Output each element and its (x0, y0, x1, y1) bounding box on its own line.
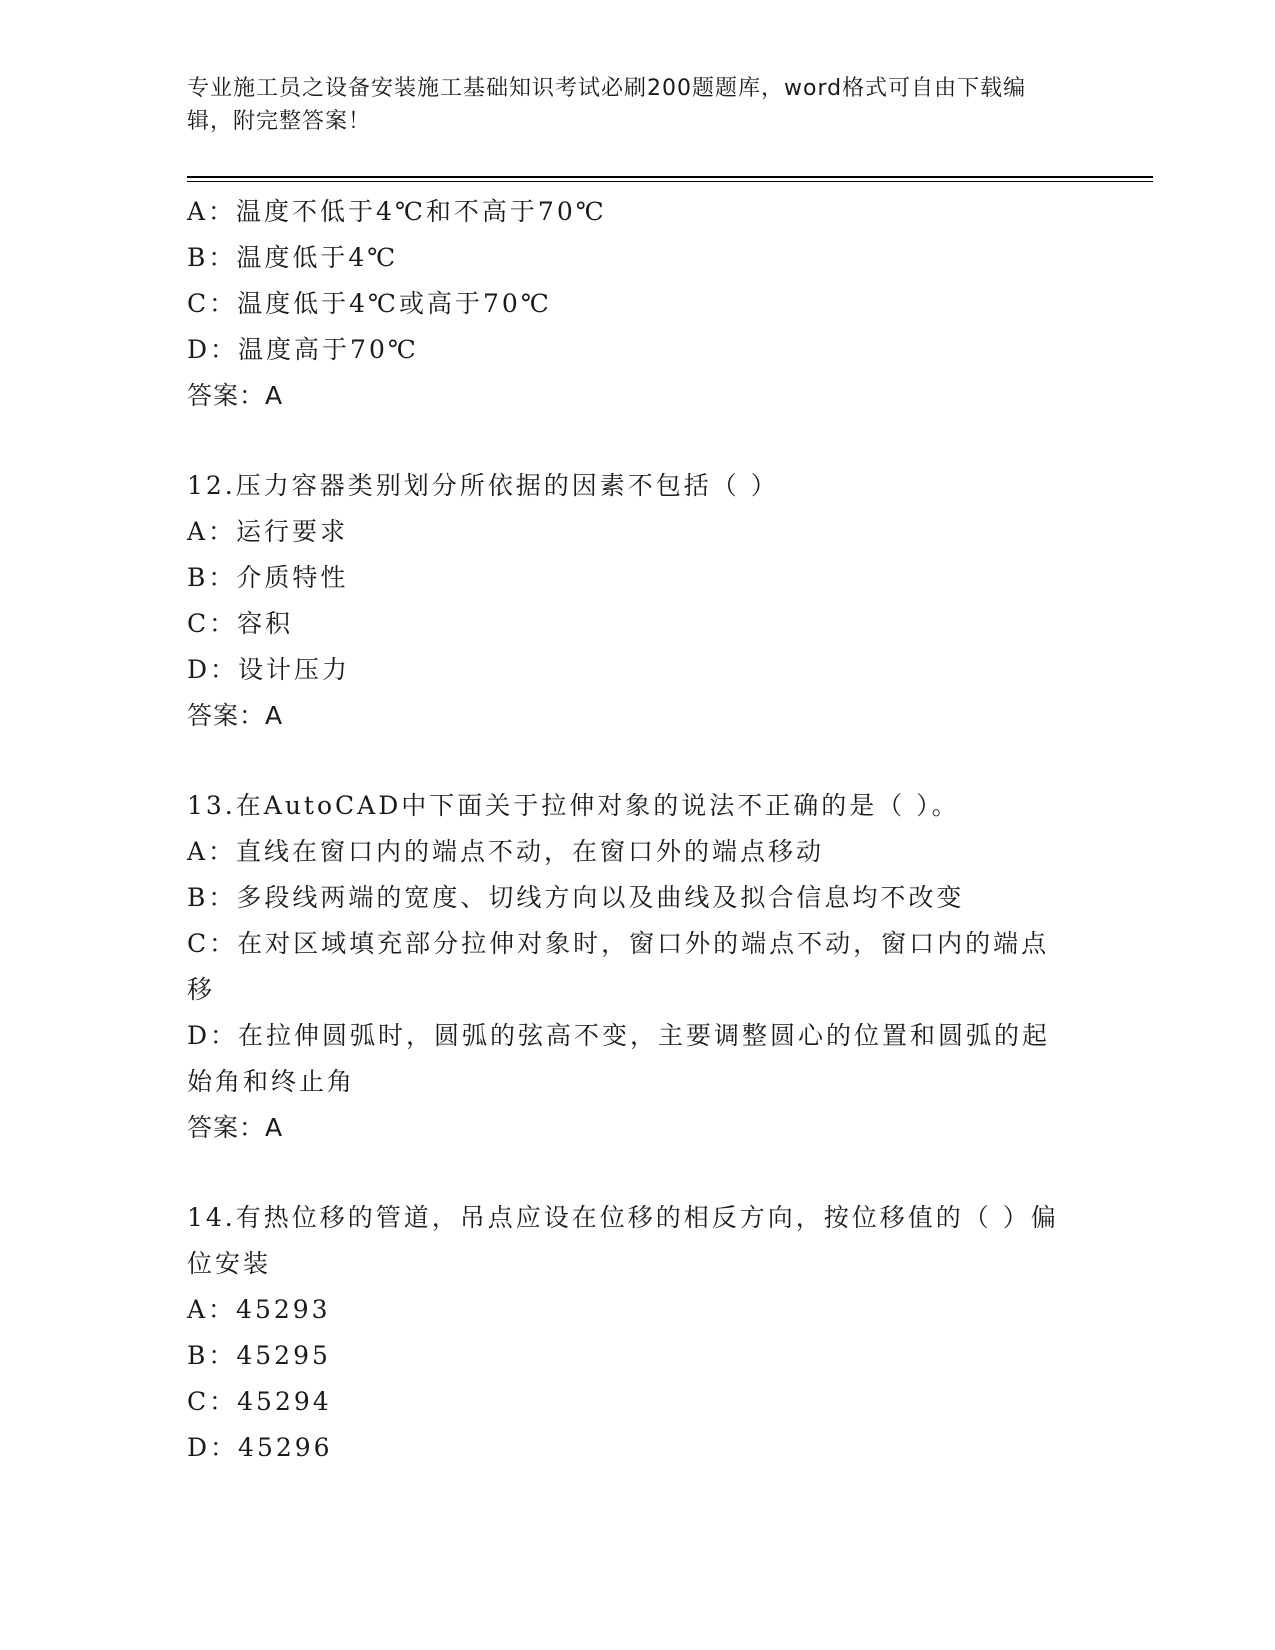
question-11-block (187, 189, 1077, 419)
header-divider-thick (187, 176, 1153, 178)
document-body (187, 189, 1077, 1471)
q12-question: 12.压力容器类别划分所依据的因素不包括（ ） (187, 471, 779, 500)
header-divider-thin (187, 181, 1153, 182)
q14-question: 14.有热位移的管道，吊点应设在位移的相反方向，按位移值的（ ）偏位安装 (187, 1203, 1059, 1278)
q14-option-c: C：45294 (187, 1387, 332, 1416)
q12-option-b: B：介质特性 (187, 563, 349, 592)
q13-option-d: D：在拉伸圆弧时，圆弧的弦高不变，主要调整圆心的位置和圆弧的起始角和终止角 (187, 1021, 1051, 1096)
document-header: 专业施工员之设备安装施工基础知识考试必刷200题题库，word格式可自由下载编辑，附完整答案！ (187, 76, 1027, 134)
q13-option-c: C：在对区域填充部分拉伸对象时，窗口外的端点不动，窗口内的端点移 (187, 929, 1050, 1004)
question-12-block (187, 463, 1077, 739)
q12-option-a: A：运行要求 (187, 517, 349, 546)
q14-option-a: A：45293 (187, 1295, 331, 1324)
q11-option-d: D：温度高于70℃ (187, 335, 419, 364)
q13-option-a: A：直线在窗口内的端点不动，在窗口外的端点移动 (187, 837, 825, 866)
q11-option-b: B：温度低于4℃ (187, 243, 399, 272)
question-14-block (187, 1195, 1077, 1471)
question-13-block (187, 783, 1077, 1151)
q13-answer: 答案：A (187, 1113, 284, 1142)
q14-option-d: D：45296 (187, 1433, 333, 1462)
q14-option-b: B：45295 (187, 1341, 331, 1370)
q11-answer: 答案：A (187, 381, 284, 410)
q12-option-d: D：设计压力 (187, 655, 351, 684)
q12-answer: 答案：A (187, 701, 284, 730)
q11-option-c: C：温度低于4℃或高于70℃ (187, 289, 552, 318)
q12-option-c: C：容积 (187, 609, 294, 638)
q13-option-b: B：多段线两端的宽度、切线方向以及曲线及拟合信息均不改变 (187, 883, 965, 912)
q11-option-a: A：温度不低于4℃和不高于70℃ (187, 197, 607, 226)
q13-question: 13.在AutoCAD中下面关于拉伸对象的说法不正确的是（ ）。 (187, 791, 960, 820)
